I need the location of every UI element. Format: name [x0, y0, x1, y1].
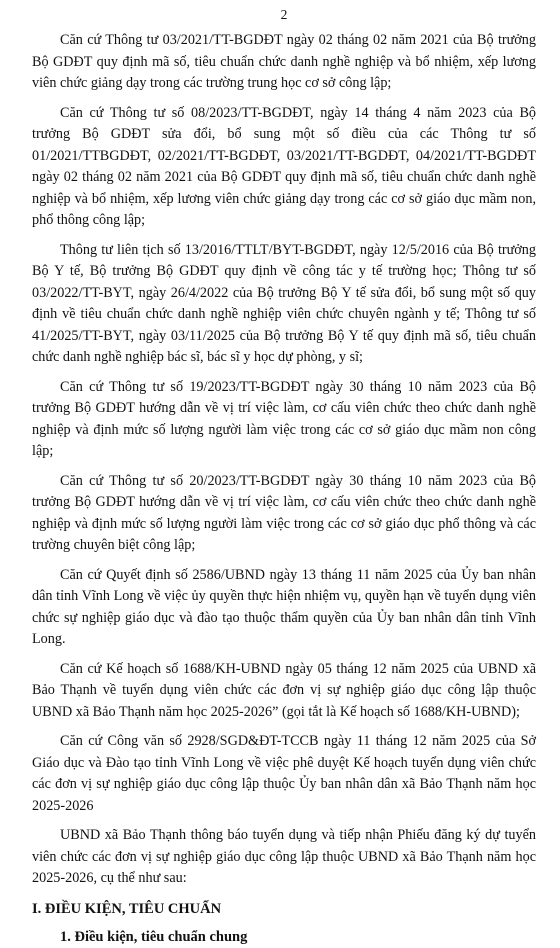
paragraph-circular-19-2023: Căn cứ Thông tư số 19/2023/TT-BGDĐT ngày 30 tháng 10 năm 2023 của Bộ trưởng Bộ GDĐT hướng dẫn về vị trí việc làm, cơ cấu viên chức theo chức danh nghề nghiệp và định mức số lượng người làm việc trong các cơ sở giáo dục mầm non công lập;	[32, 378, 536, 459]
paragraph-circular-08-2023: Căn cứ Thông tư số 08/2023/TT-BGDĐT, ngày 14 tháng 4 năm 2023 của Bộ trưởng Bộ GDĐT sửa đổi, bổ sung một số điều của các Thông tư số 01/2021/TTBGDĐT, 02/2021/TT-BGDĐT, 03/2021/TT-BGDĐT, 04/2021/TT-BGDĐT ngày 02 tháng 02 năm 2021 của Bộ GDĐT quy định mã số, tiêu chuẩn chức danh nghề nghiệp và bổ nhiệm, xếp lương viên chức giảng dạy trong các cơ sở giáo dục mầm non, phổ thông công lập;	[32, 104, 536, 228]
paragraph-announcement: UBND xã Bảo Thạnh thông báo tuyển dụng và tiếp nhận Phiếu đăng ký dự tuyển viên chức các đơn vị sự nghiệp giáo dục công lập thuộc UBND xã Bảo Thạnh năm học 2025-2026, cụ thể như sau:	[32, 827, 536, 886]
paragraph-decision-2586: Căn cứ Quyết định số 2586/UBND ngày 13 tháng 11 năm 2025 của Ủy ban nhân dân tỉnh Vĩnh Long về việc ủy quyền thực hiện nhiệm vụ, quyền hạn về tuyển dụng viên chức sự nghiệp giáo dục và đào tạo thuộc thẩm quyền của Ủy ban nhân dân tỉnh Vĩnh Long.	[32, 566, 536, 647]
page-number: 2	[280, 7, 288, 22]
paragraph-plan-1688: Căn cứ Kế hoạch số 1688/KH-UBND ngày 05 tháng 12 năm 2025 của UBND xã Bảo Thạnh về tuyển dụng viên chức các đơn vị sự nghiệp giáo dục công lập thuộc UBND xã Bảo Thạnh năm học 2025-2026” (gọi tắt là Kế hoạch số 1688/KH-UBND);	[32, 660, 536, 720]
subsection-heading: 1. Điều kiện, tiêu chuẩn chung	[60, 928, 248, 945]
paragraph-joint-circular-13-2016: Thông tư liên tịch số 13/2016/TTLT/BYT-BGDĐT, ngày 12/5/2016 của Bộ trưởng Bộ Y tế, Bộ trưởng Bộ GDĐT quy định về công tác y tế trường học; Thông tư số 03/2022/TT-BYT, ngày 26/4/2022 của Bộ trưởng Bộ Y tế sửa đổi, bổ sung một số quy định về tiêu chuẩn chức danh nghề nghiệp viên chức chuyên ngành y tế; Thông tư số 41/2025/TT-BYT, ngày 03/11/2025 của Bộ trưởng Bộ Y tế quy định mã số, tiêu chuẩn chức danh nghề nghiệp bác sĩ, bác sĩ y học dự phòng, y sĩ;	[32, 241, 536, 365]
paragraph-circular-03-2021: Căn cứ Thông tư 03/2021/TT-BGDĐT ngày 02 tháng 02 năm 2021 của Bộ trưởng Bộ GDĐT quy định mã số, tiêu chuẩn chức danh nghề nghiệp và bổ nhiệm, xếp lương viên chức giảng dạy trong các trường trung học cơ sở công lập;	[32, 32, 536, 91]
section-heading: I. ĐIỀU KIỆN, TIÊU CHUẨN	[32, 900, 222, 917]
paragraph-official-letter-2928: Căn cứ Công văn số 2928/SGD&ĐT-TCCB ngày 11 tháng 12 năm 2025 của Sở Giáo dục và Đào tạo tỉnh Vĩnh Long về việc phê duyệt Kế hoạch tuyển dụng viên chức các đơn vị sự nghiệp giáo dục công lập thuộc Ủy ban nhân dân xã Bảo Thạnh năm học 2025-2026	[32, 733, 536, 814]
paragraph-circular-20-2023: Căn cứ Thông tư số 20/2023/TT-BGDĐT ngày 30 tháng 10 năm 2023 của Bộ trưởng Bộ GDĐT hướng dẫn về vị trí việc làm, cơ cấu viên chức theo chức danh nghề nghiệp và định mức số lượng người làm việc trong các cơ sở giáo dục phổ thông và các trường chuyên biệt công lập;	[32, 472, 536, 553]
